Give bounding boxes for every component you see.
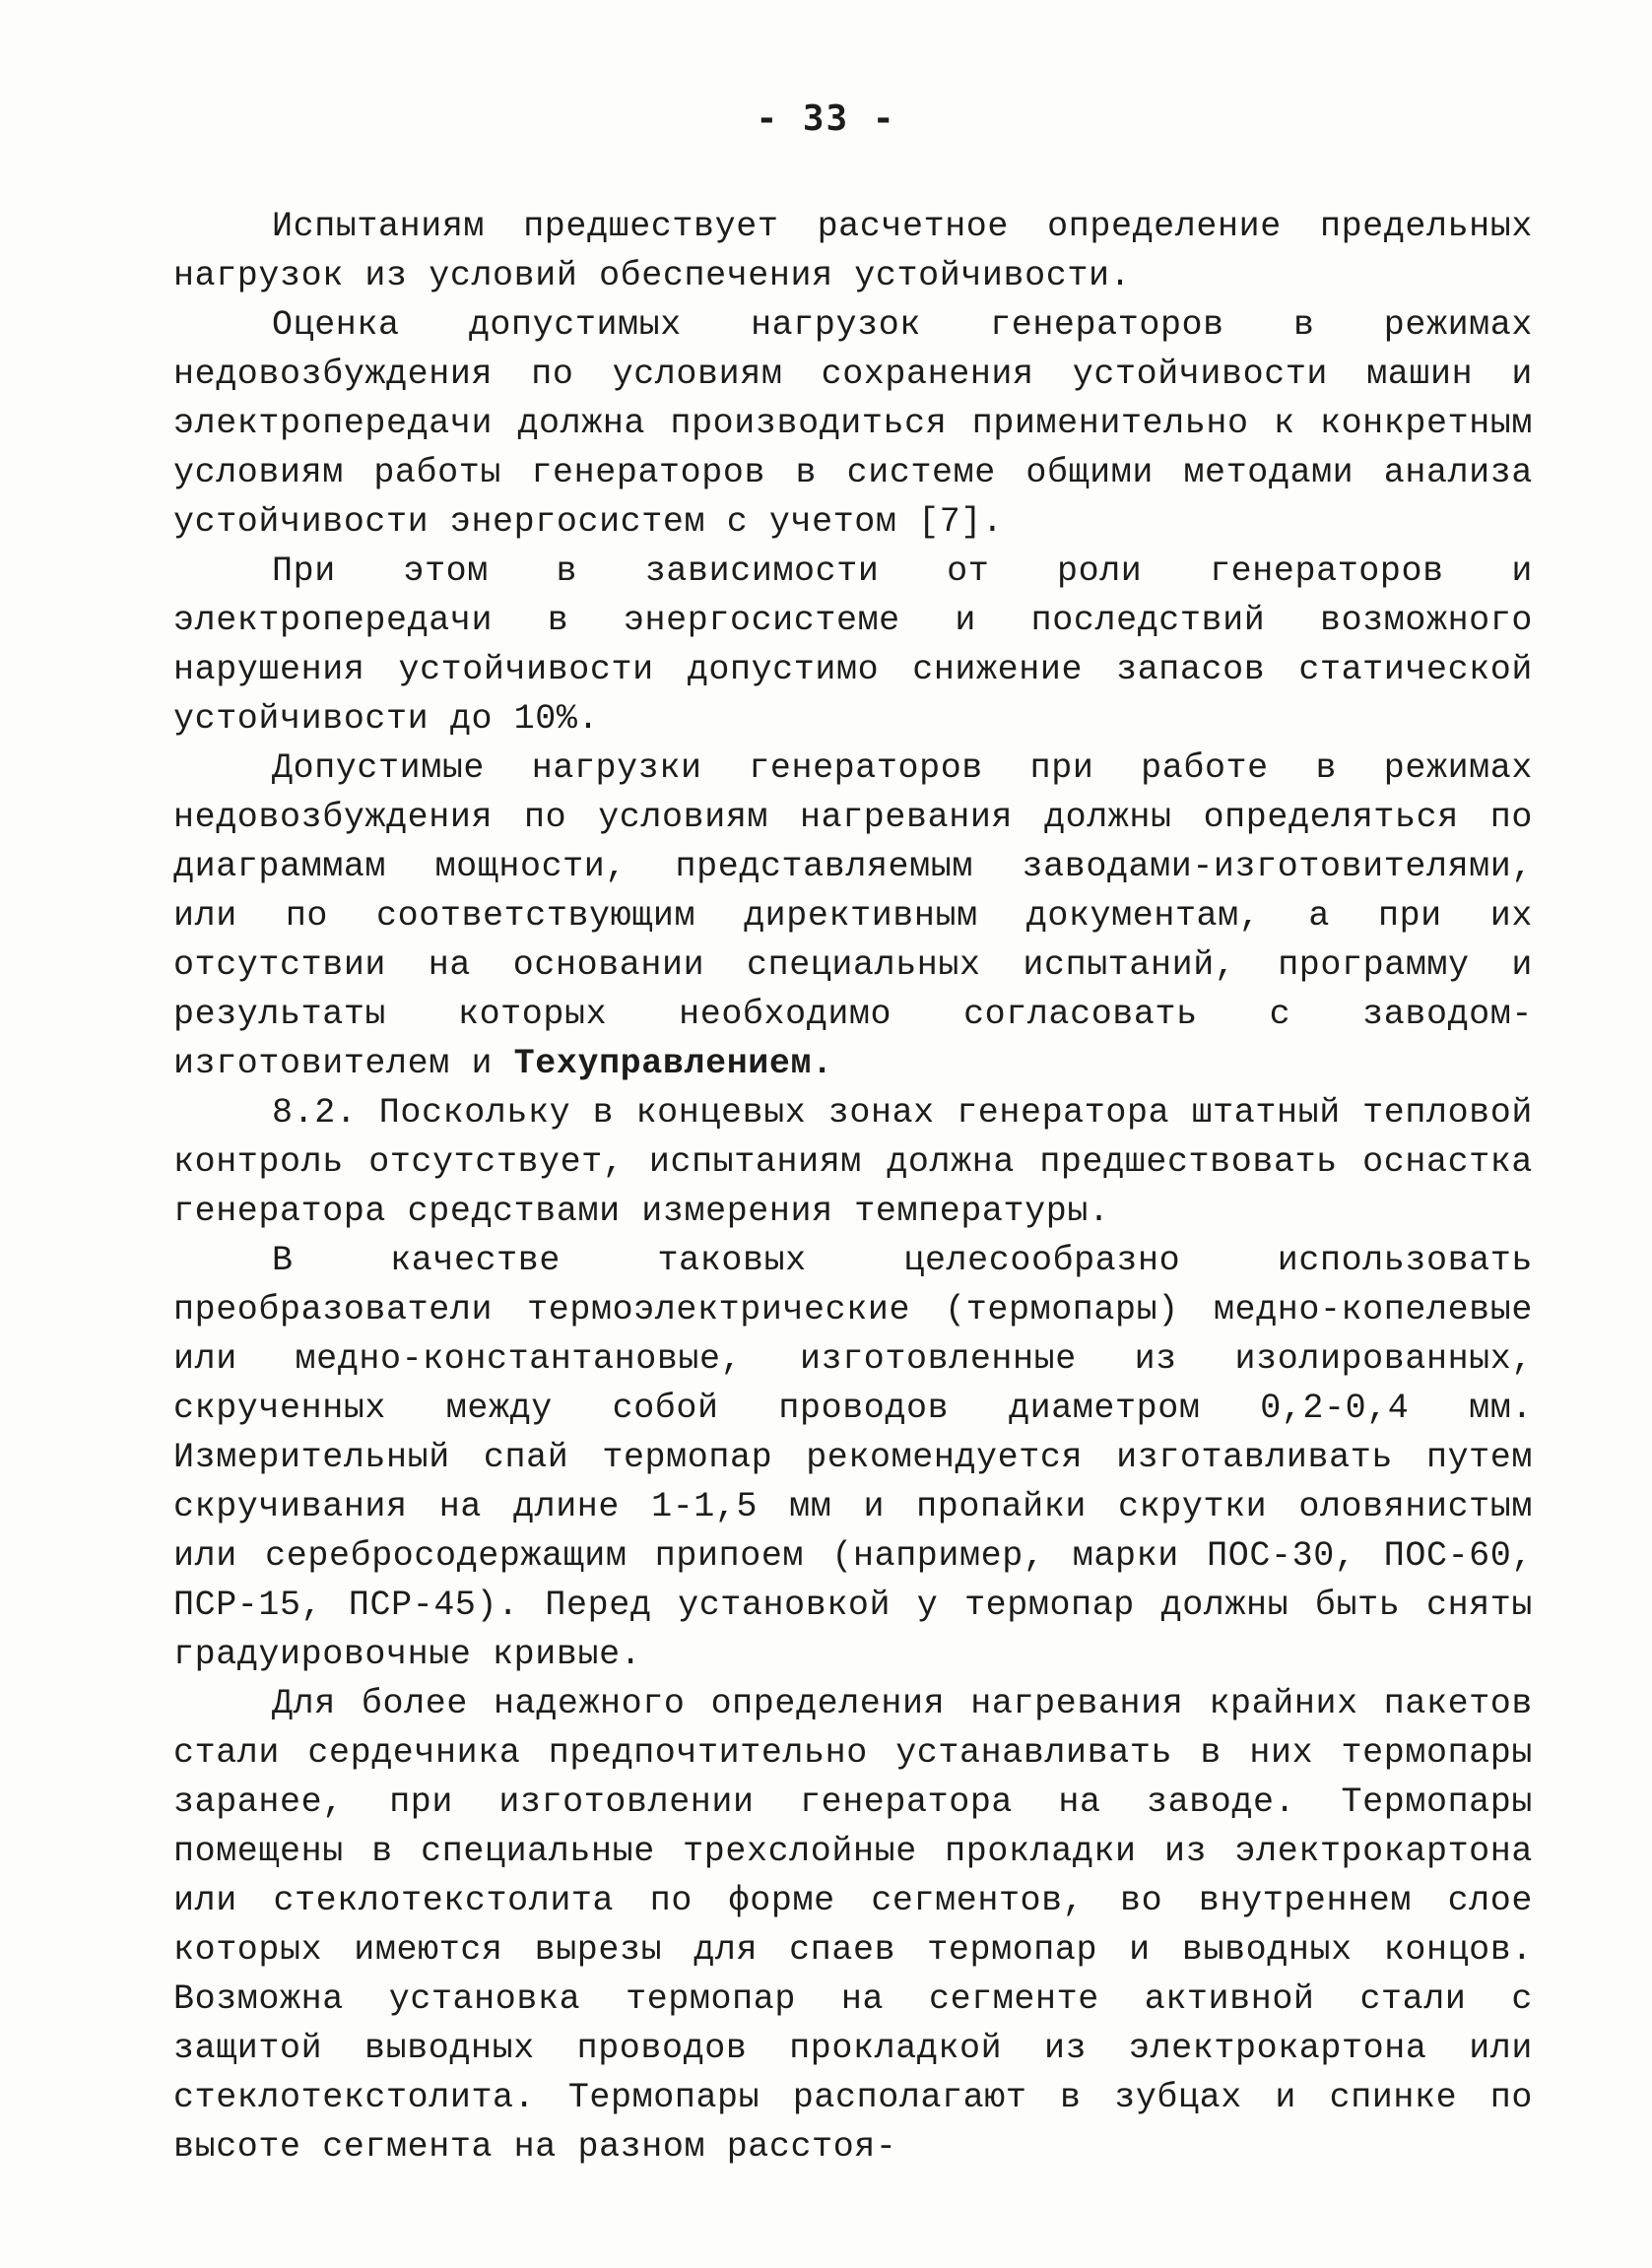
body-text: [173, 202, 1533, 2171]
paragraph-heating-loads-text: Допустимые нагрузки генераторов при работе в режимах недовозбуждения по условиям нагревания должны определяться по диаграммам мощности, представляемым заводами-изготовителями, или по соответствующим директивным документам, а при их отсутствии на основании специальных испытаний, программу и результаты которых необходимо согласовать с заводом-изготовителем и: [173, 748, 1533, 1083]
paragraph-load-assessment: Оценка допустимых нагрузок генераторов в режимах недовозбуждения по условиям сохранения устойчивости машин и электропередачи должна производиться применительно к конкретным условиям работы генераторов в системе общими методами анализа устойчивости энергосистем с учетом [7].: [173, 305, 1533, 542]
paragraph-thermocouple-installation: Для более надежного определения нагревания крайних пакетов стали сердечника предпочтительно устанавливать в них термопары заранее, при изготовлении генератора на заводе. Термопары помещены в специальные трехслойные прокладки из электрокартона или стеклотекстолита по форме сегментов, во внутреннем слое которых имеются вырезы для спаев термопар и выводных концов. Возможна установка термопар на сегменте активной стали с защитой выводных проводов прокладкой из электрокартона или стеклотекстолита. Термопары располагают в зубцах и спинке по высоте сегмента на разном расстоя-: [173, 1684, 1533, 2167]
paragraph-section-8-2: 8.2. Поскольку в концевых зонах генератора штатный тепловой контроль отсутствует, испытаниям должна предшествовать оснастка генератора средствами измерения температуры.: [173, 1093, 1533, 1231]
paragraph-tests-preceded: Испытаниям предшествует расчетное определение предельных нагрузок из условий обеспечения устойчивости.: [173, 207, 1533, 295]
page-number: - 33 -: [756, 98, 896, 139]
paragraph-stability-reserve: При этом в зависимости от роли генераторов и электропередачи в энергосистеме и последствий возможного нарушения устойчивости допустимо снижение запасов статической устойчивости до 10%.: [173, 551, 1533, 739]
paragraph-heating-loads-bold: Техуправлением.: [513, 1044, 833, 1083]
paragraph-thermocouples: В качестве таковых целесообразно использовать преобразователи термоэлектрические (термопары) медно-копелевые или медно-константановые, изготовленные из изолированных, скрученных между собой проводов диаметром 0,2-0,4 мм. Измерительный спай термопар рекомендуется изготавливать путем скручивания на длине 1-1,5 мм и пропайки скрутки оловянистым или серебросодержащим припоем (например, марки ПОС-30, ПОС-60, ПСР-15, ПСР-45). Перед установкой у термопар должны быть сняты градуировочные кривые.: [173, 1241, 1533, 1674]
paragraph-heating-loads: [173, 744, 1533, 1088]
